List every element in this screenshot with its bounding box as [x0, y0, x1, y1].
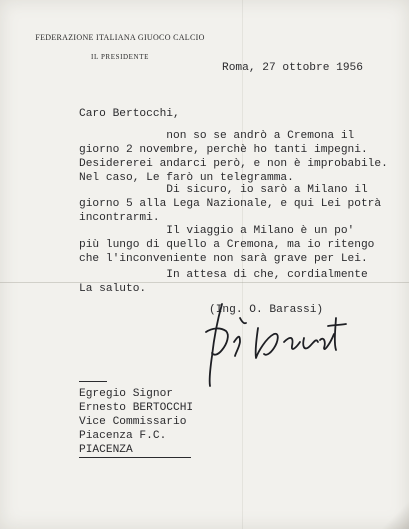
letter-paragraph: Il viaggio a Milano è un po' più lungo di quello a Cremona, ma io ritengo che l'inconveniente non sarà grave per Lei. [79, 225, 375, 265]
letter-paragraph: In attesa di che, cordialmente La saluto. [79, 269, 368, 295]
city-underline [79, 457, 191, 458]
letter-salutation: Caro Bertocchi, [79, 108, 180, 120]
letter-paragraph: Di sicuro, io sarò a Milano il giorno 5 alla Lega Nazionale, e qui Lei potrà incontrarmi. [79, 184, 382, 224]
letter-date: Roma, 27 ottobre 1956 [222, 62, 363, 74]
paper-corner-shadow [379, 489, 409, 529]
handwritten-signature [200, 298, 360, 393]
recipient-city: PIACENZA [79, 444, 133, 456]
letter-paragraph: non so se andrò a Cremona il giorno 2 novembre, perchè ho tanti impegni. Desidererei andarci però, e non è improbabile. Nel caso, Le farò un telegramma. [79, 130, 388, 184]
letterhead-subtitle: IL PRESIDENTE [91, 53, 149, 61]
signatory-name: (Ing. O. Barassi) [209, 304, 324, 316]
recipient-address: Egregio Signor Ernesto BERTOCCHI Vice Commissario Piacenza F.C. [79, 388, 194, 442]
address-rule [79, 381, 107, 382]
letterhead-organization: FEDERAZIONE ITALIANA GIUOCO CALCIO [35, 33, 205, 42]
letterhead [30, 33, 210, 61]
